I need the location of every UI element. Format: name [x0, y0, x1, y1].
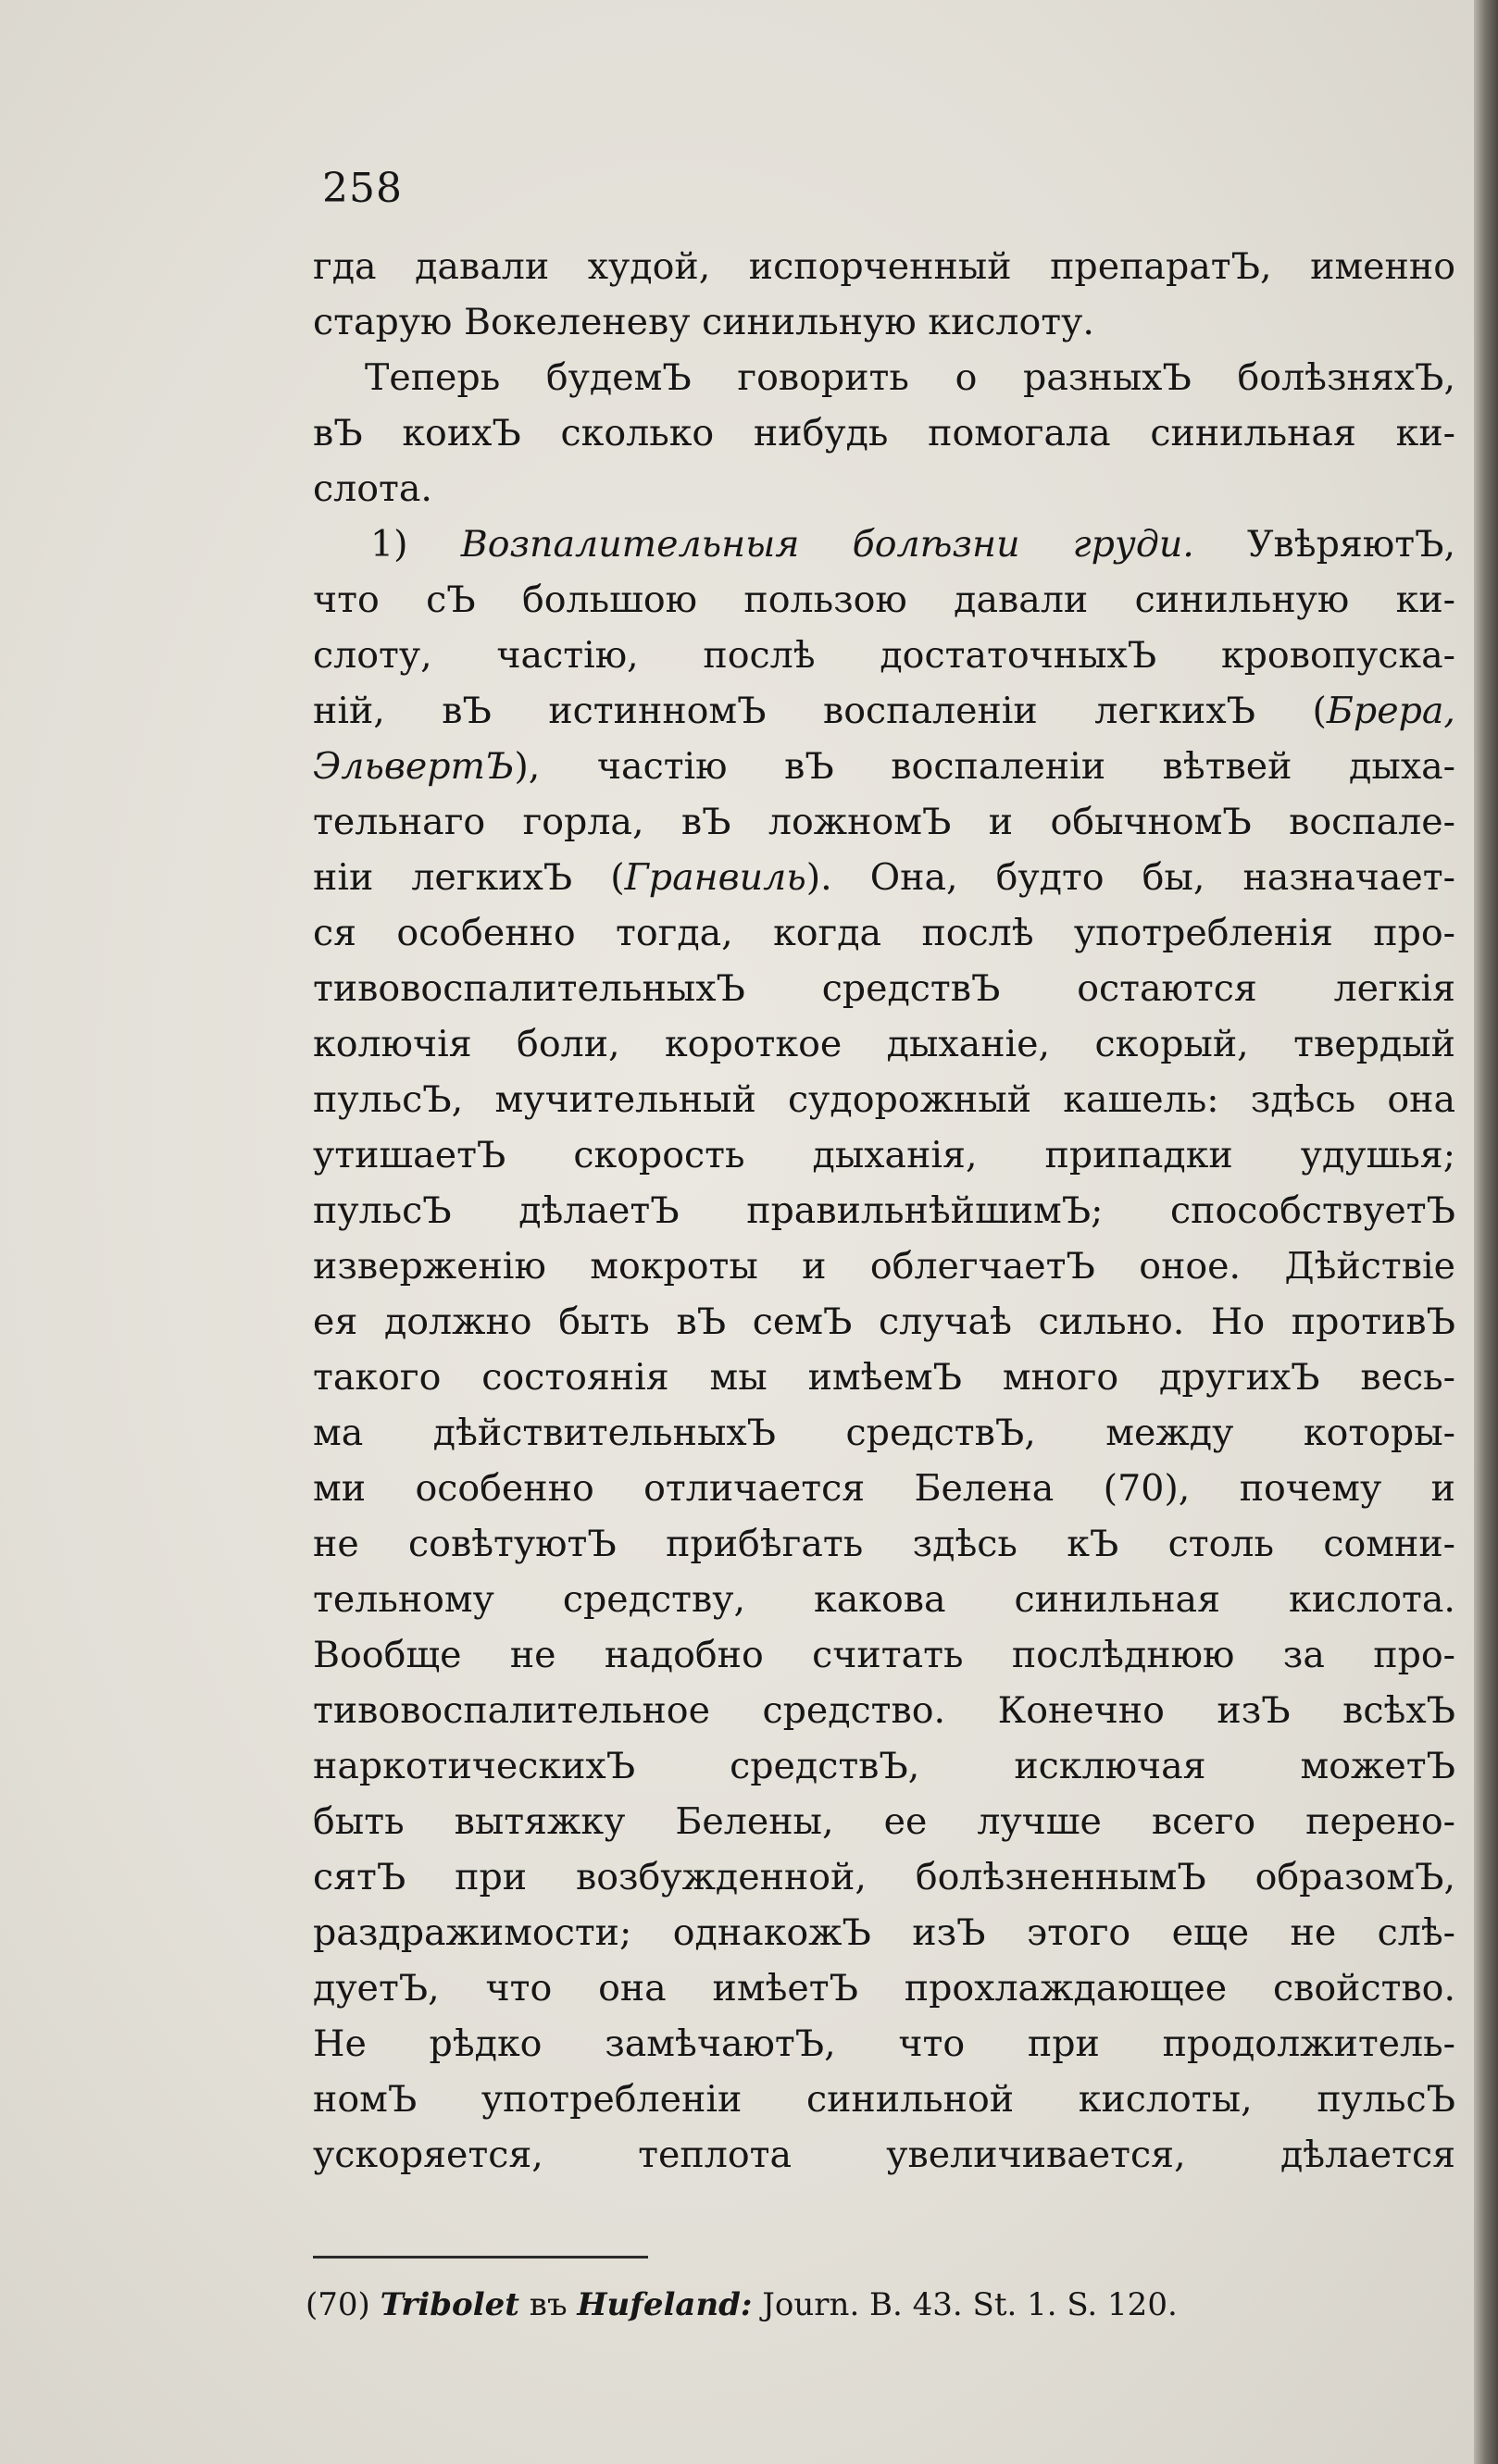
text-line: ма дѣйствительныхЪ средствЪ, между которы-	[313, 1412, 1455, 1454]
text-line: не совѣтуютЪ прибѣгать здѣсь кЪ столь сомни-	[313, 1523, 1455, 1565]
footnote-journal: Hufeland:	[577, 2286, 753, 2323]
text-line: Теперь будемЪ говорить о разныхЪ болѣзняхЪ,	[365, 356, 1455, 399]
text-line: раздражимости; однакожЪ изЪ этого еще не слѣ-	[313, 1911, 1455, 1954]
text-line: слоту, частію, послѣ достаточныхЪ кровопуска-	[313, 634, 1455, 677]
section-title: Возпалительныя болѣзни груди.	[460, 523, 1194, 566]
text-line: номЪ употребленіи синильной кислоты, пульсЪ	[313, 2078, 1455, 2121]
footnote-preposition: въ	[529, 2286, 568, 2323]
cited-author: Брера,	[1326, 690, 1455, 732]
text-fragment: ). Она, будто бы, назначает-	[805, 856, 1455, 899]
text-line: тельнаго горла, вЪ ложномЪ и обычномЪ воспале-	[313, 801, 1455, 843]
footnote-marker: (70)	[306, 2286, 370, 2323]
text-line: ся особенно тогда, когда послѣ употребленія про-	[313, 912, 1455, 954]
text-line: быть вытяжку Белены, ее лучше всего перено-	[313, 1800, 1455, 1843]
footnote-divider	[313, 2256, 648, 2259]
page-edge-shadow	[1474, 0, 1498, 2464]
text-line: пульсЪ дѣлаетЪ правильнѣйшимЪ; способствуетЪ	[313, 1189, 1455, 1232]
footnote-reference: Journ. B. 43. St. 1. S. 120.	[762, 2286, 1178, 2323]
body-text	[313, 239, 1455, 2183]
text-line: Не рѣдко замѣчаютЪ, что при продолжитель-	[313, 2022, 1455, 2065]
page-number: 258	[322, 165, 403, 212]
text-line: ми особенно отличается Белена (70), почему и	[313, 1467, 1455, 1510]
section-number: 1)	[370, 523, 408, 566]
text-line: слота.	[313, 467, 432, 510]
text-line: тивовоспалительныхЪ средствЪ остаются легкія	[313, 967, 1455, 1010]
text-line: утишаетЪ скорость дыханія, припадки удушья;	[313, 1134, 1455, 1176]
text-line: вЪ коихЪ сколько нибудь помогала синильная ки-	[313, 412, 1455, 454]
text-line: изверженію мокроты и облегчаетЪ оное. Дѣйствіе	[313, 1245, 1455, 1288]
cited-author: Гранвиль	[624, 856, 806, 899]
text-line: гда давали худой, испорченный препаратЪ, именно	[313, 245, 1455, 288]
text-line: пульсЪ, мучительный судорожный кашель: здѣсь она	[313, 1078, 1455, 1121]
footnote	[306, 2286, 1324, 2323]
text-line: сятЪ при возбужденной, болѣзненнымЪ образомЪ,	[313, 1856, 1455, 1898]
text-fragment: ), частію вЪ воспаленіи вѣтвей дыха-	[514, 745, 1455, 788]
text-line: что сЪ большою пользою давали синильную ки-	[313, 579, 1455, 621]
text-line	[313, 739, 1455, 794]
text-line: тельному средству, какова синильная кислота.	[313, 1578, 1455, 1621]
text-line: Вообще не надобно считать послѣднюю за про-	[313, 1634, 1455, 1676]
text-line: такого состоянія мы имѣемЪ много другихЪ весь-	[313, 1356, 1455, 1399]
text-line	[313, 516, 1455, 572]
text-line	[313, 683, 1455, 739]
text-line: наркотическихЪ средствЪ, исключая можетЪ	[313, 1745, 1455, 1787]
text-line: колючія боли, короткое дыханіе, скорый, твердый	[313, 1023, 1455, 1065]
text-fragment: УвѣряютЪ,	[1247, 523, 1455, 566]
text-line: тивовоспалительное средство. Конечно изЪ всѣхЪ	[313, 1689, 1455, 1732]
footnote-author: Tribolet	[380, 2286, 519, 2323]
text-line: дуетЪ, что она имѣетЪ прохлаждающее свойство.	[313, 1967, 1455, 2010]
text-fragment: ній, вЪ истинномЪ воспаленіи легкихЪ (	[313, 690, 1327, 732]
text-line: ея должно быть вЪ семЪ случаѣ сильно. Но противЪ	[313, 1300, 1455, 1343]
text-line: старую Вокеленеву синильную кислоту.	[313, 301, 1094, 343]
text-line	[313, 850, 1455, 905]
text-fragment: ніи легкихЪ (	[313, 856, 625, 899]
text-line: ускоряется, теплота увеличивается, дѣлается	[313, 2134, 1455, 2176]
cited-author: ЭльвертЪ	[313, 745, 515, 788]
